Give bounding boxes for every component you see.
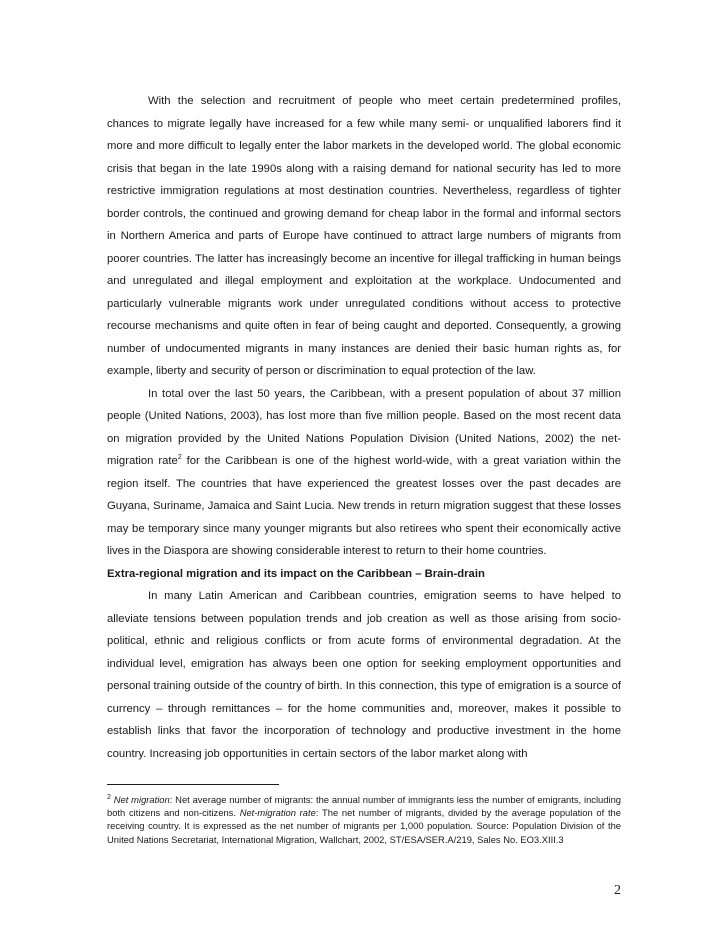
- paragraph-emigration: In many Latin American and Caribbean countries, emigration seems to have helped to alleviate tensions between population trends and job creation as well as those arising from socio-political, ethnic and religious conflicts or from acute forms of environmental degradation. At the individual level, emigration has always been one option for seeking employment opportunities and personal training outside of the country of birth. In this connection, this type of emigration is a source of currency – through remittances – for the home communities and, moreover, makes it possible to establish links that favor the incorporation of technology and productive investment in the home country. Increasing job opportunities in certain sectors of the labor market along with: [107, 590, 621, 760]
- paragraph-text-continued: for the Caribbean is one of the highest world-wide, with a great variation within the region itself. The countries that have experienced the greatest losses over the past decades are Guyana, Suriname, Jamaica and Saint Lucia. New trends in return migration suggest that these losses may be temporary since many younger migrants but also retirees who spent their economically active lives in the Diaspora are showing considerable interest to return to their home countries.: [107, 455, 621, 557]
- footnote-definition-net-migration: : Net average number of migrants: the annual number of immigrants less the number of emigrants, including both citizens and non-citizens.: [107, 794, 621, 819]
- footnote-term-net-migration: Net migration: [113, 794, 170, 805]
- section-heading: Extra-regional migration and its impact on the Caribbean – Brain-drain: [107, 567, 485, 580]
- footnote-definition-net-migration-rate: : The net number of migrants, divided by the average population of the receiving country. It is expressed as the net number of migrants per 1,000 population. Source: Population Division of the United Nations Secretariat, International Migration, Wallchart, 2002, ST/ESA/SER.A/219, Sales No. EO3.XIII.3: [107, 807, 621, 845]
- paragraph-text: In total over the last 50 years, the Caribbean, with a present population of about 37 million people (United Nations, 2003), has lost more than five million people. Based on the most recent data on migration provided by the United Nations Population Division (United Nations, 2002) the net-migration rate: [107, 387, 621, 467]
- footnote-reference: 2: [177, 454, 182, 462]
- footnote-divider: [107, 784, 279, 785]
- footnote: [107, 793, 621, 846]
- footnote-mark: 2: [107, 793, 111, 801]
- footnote-text: [107, 793, 621, 846]
- footnote-term-net-migration-rate: Net-migration rate: [239, 807, 316, 819]
- body-text: [107, 90, 621, 765]
- page-number: 2: [614, 883, 621, 898]
- paragraph-selection-recruitment: With the selection and recruitment of people who meet certain predetermined profiles, chances to migrate legally have increased for a few while many semi- or unqualified laborers find it more and more difficult to legally enter the labor markets in the developed world. The global economic crisis that began in the late 1990s along with a raising demand for national security has led to more restrictive immigration regulations at most destination countries. Nevertheless, regardless of tighter border controls, the continued and growing demand for cheap labor in the formal and informal sectors in Northern America and parts of Europe have continued to attract large numbers of migrants from poorer countries. The latter has increasingly become an incentive for illegal trafficking in human beings and unregulated and illegal employment and exploitation at the workplace. Undocumented and particularly vulnerable migrants work under unregulated conditions without access to protective recourse mechanisms and quite often in fear of being caught and deported. Consequently, a growing number of undocumented migrants in many instances are denied their basic human rights as, for example, liberty and security of person or discrimination to equal protection of the law.: [107, 95, 621, 377]
- paragraph-caribbean-population: [107, 383, 621, 563]
